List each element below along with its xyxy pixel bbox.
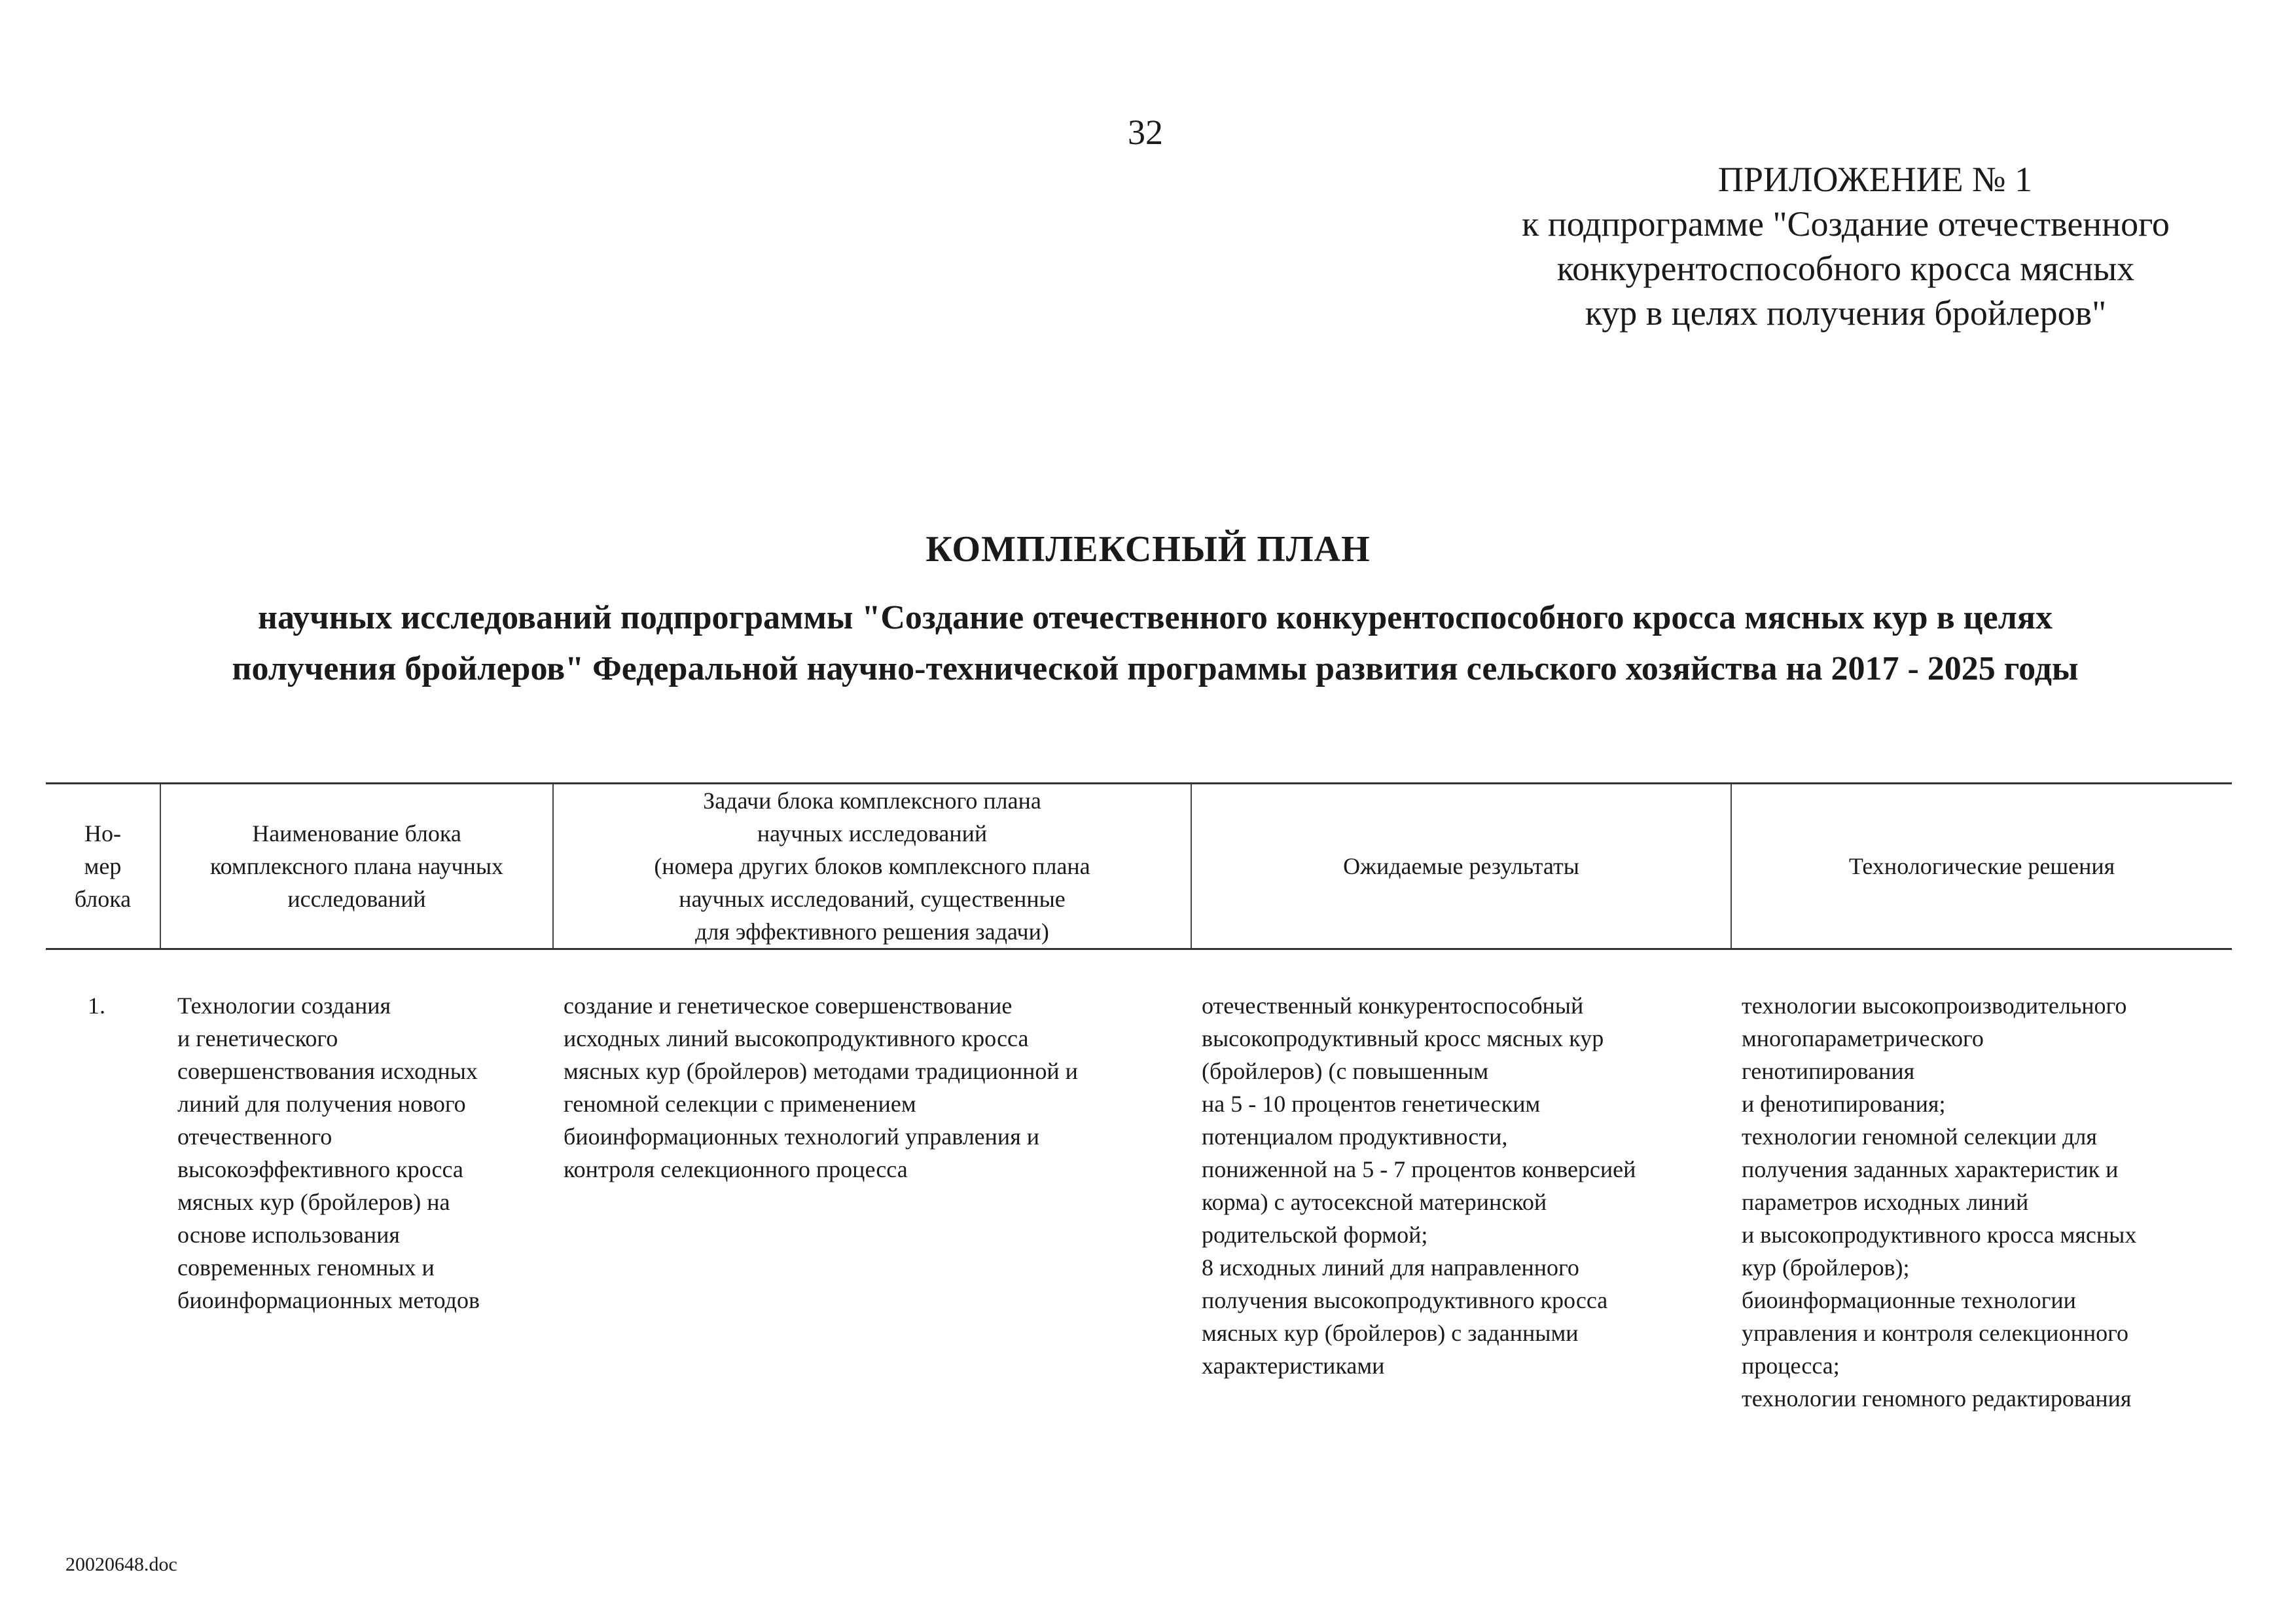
cell-line: управления и контроля селекционного [1742,1320,2128,1346]
header-line: (номера других блоков комплексного плана [654,853,1090,879]
plan-subtitle-line: получения бройлеров" Федеральной научно-технической программы развития сельского хозяйства на 2017 - 2025 годы [232,650,2079,687]
cell-line: и фенотипирования; [1742,1091,1946,1117]
cell-expected-results [1191,949,1731,1448]
plan-subtitle-line: научных исследований подпрограммы "Создание отечественного конкурентоспособного кросса мясных кур в целях [257,599,2053,636]
cell-line: многопараметрического [1742,1025,1984,1051]
header-line: мер [84,853,122,879]
cell-line: линий для получения нового [177,1091,466,1117]
cell-line: мясных кур (бройлеров) методами традиционной и [564,1058,1078,1084]
cell-line: создание и генетическое совершенствование [564,993,1013,1019]
cell-line: геномной селекции с применением [564,1091,916,1117]
cell-line: пониженной на 5 - 7 процентов конверсией [1202,1156,1636,1182]
cell-line: совершенствования исходных [177,1058,478,1084]
table-header-row [46,784,2232,949]
cell-line: генотипирования [1742,1058,1915,1084]
plan-title: КОМПЛЕКСНЫЙ ПЛАН [925,529,1371,570]
cell-line: современных геномных и [177,1254,435,1281]
cell-tech-solutions [1731,949,2232,1448]
header-line: Наименование блока [252,820,461,847]
header-line: Задачи блока комплексного плана [703,788,1041,814]
appendix-line: конкурентоспособного кросса мясных [1556,249,2135,288]
cell-line: основе использования [177,1222,400,1248]
appendix-line: к подпрограмме "Создание отечественного [1522,204,2170,244]
cell-line: мясных кур (бройлеров) на [177,1189,450,1215]
header-line: блока [74,886,132,912]
cell-block-name [160,949,553,1448]
cell-line: мясных кур (бройлеров) с заданными [1202,1320,1579,1346]
header-expected-results [1191,784,1731,949]
header-block-tasks [553,784,1191,949]
cell-line: и высокопродуктивного кросса мясных [1742,1222,2137,1248]
block-number: 1. [88,993,105,1019]
cell-block-tasks [553,949,1191,1448]
cell-line: исходных линий высокопродуктивного кросса [564,1025,1029,1051]
cell-line: (бройлеров) (с повышенным [1202,1058,1489,1084]
page-number: 32 [1128,113,1163,152]
header-line: научных исследований [757,820,988,847]
header-block-number [46,784,160,949]
header-line: Ожидаемые результаты [1343,853,1579,879]
cell-line: биоинформационных методов [177,1287,480,1313]
cell-line: отечественный конкурентоспособный [1202,993,1584,1019]
cell-line: параметров исходных линий [1742,1189,2029,1215]
cell-line: Технологии создания [177,993,391,1019]
cell-line: технологии высокопроизводительного [1742,993,2127,1019]
header-line: научных исследований, существенные [679,886,1066,912]
header-tech-solutions [1731,784,2232,949]
document-code: 20020648.doc [65,1554,177,1575]
cell-line: на 5 - 10 процентов генетическим [1202,1091,1541,1117]
header-line: для эффективного решения задачи) [695,919,1049,945]
cell-line: биоинформационные технологии [1742,1287,2076,1313]
cell-line: технологии геномного редактирования [1742,1385,2132,1412]
cell-line: процесса; [1742,1353,1840,1379]
cell-line: и генетического [177,1025,338,1051]
cell-line: корма) с аутосексной материнской [1202,1189,1547,1215]
cell-line: потенциалом продуктивности, [1202,1123,1508,1150]
cell-line: высокопродуктивный кросс мясных кур [1202,1025,1604,1051]
table-row [46,949,2232,1448]
header-line: исследований [287,886,426,912]
cell-line: получения заданных характеристик и [1742,1156,2119,1182]
cell-block-number [46,949,160,1448]
plan-subtitle [92,593,2219,695]
header-line: комплексного плана научных [209,853,504,879]
cell-line: родительской формой; [1202,1222,1428,1248]
cell-line: отечественного [177,1123,332,1150]
header-block-name [160,784,553,949]
cell-line: кур (бройлеров); [1742,1254,1910,1281]
cell-line: получения высокопродуктивного кросса [1202,1287,1608,1313]
header-line: Но- [84,820,121,847]
cell-line: высокоэффективного кросса [177,1156,463,1182]
cell-line: технологии геномной селекции для [1742,1123,2097,1150]
plan-table [46,782,2232,1448]
cell-line: характеристиками [1202,1353,1385,1379]
appendix-header [1453,157,2238,335]
cell-line: биоинформационных технологий управления и [564,1123,1040,1150]
appendix-line: кур в целях получения бройлеров" [1585,293,2107,333]
appendix-title: ПРИЛОЖЕНИЕ № 1 [1717,160,2033,199]
header-line: Технологические решения [1848,853,2115,879]
cell-line: 8 исходных линий для направленного [1202,1254,1579,1281]
cell-line: контроля селекционного процесса [564,1156,908,1182]
